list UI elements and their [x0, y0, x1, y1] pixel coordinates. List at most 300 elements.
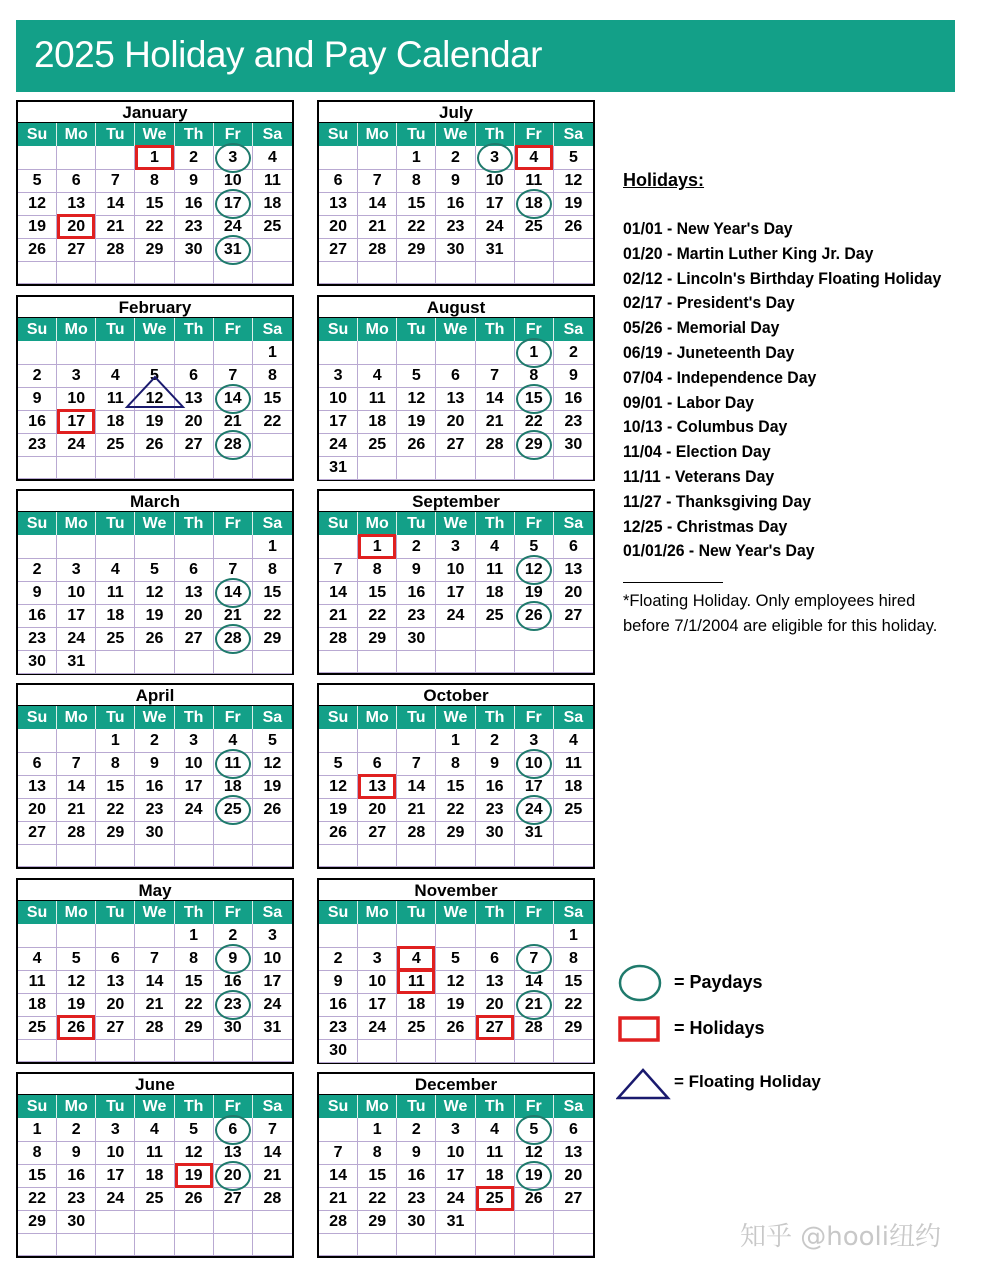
day-cell: 18 [18, 993, 57, 1017]
day-cell: 3 [96, 1118, 135, 1142]
day-cell: 25 [358, 433, 397, 457]
day-cell: 13 [554, 558, 593, 582]
day-cell: 29 [96, 821, 135, 845]
empty-cell [397, 261, 436, 284]
day-cell: 19 [18, 215, 57, 239]
week-row [319, 1187, 593, 1210]
empty-cell [18, 844, 57, 867]
week-row [319, 775, 593, 798]
day-cell: 14 [476, 387, 515, 411]
day-cell: 25 [253, 215, 292, 239]
day-cell: 20 [358, 798, 397, 822]
day-cell: 5 [57, 947, 96, 971]
weekday-label: Tu [397, 512, 436, 535]
day-cell: 6 [96, 947, 135, 971]
day-cell: 11 [18, 970, 57, 994]
watermark: 知乎 @hooli纽约 [740, 1222, 942, 1252]
day-cell: 3 [436, 535, 475, 559]
day-cell: 4 [476, 1118, 515, 1142]
empty-cell [135, 650, 174, 674]
day-cell: 29 [18, 1210, 57, 1234]
week-row [319, 456, 593, 479]
holiday-entry: 05/26 - Memorial Day [623, 318, 780, 338]
day-cell: 18 [515, 192, 554, 216]
day-cell: 24 [436, 604, 475, 628]
day-cell: 20 [436, 410, 475, 434]
day-cell: 2 [18, 364, 57, 388]
day-cell: 25 [96, 627, 135, 651]
holiday-entry: 11/27 - Thanksgiving Day [623, 491, 812, 511]
day-cell: 11 [397, 970, 436, 994]
empty-cell [214, 535, 253, 559]
day-cell: 7 [397, 752, 436, 776]
day-cell: 27 [175, 627, 214, 651]
day-cell: 20 [554, 581, 593, 605]
week-row [18, 775, 292, 798]
day-cell: 7 [253, 1118, 292, 1142]
week-row [18, 924, 292, 947]
day-cell: 2 [476, 729, 515, 753]
weekday-label: Su [319, 512, 358, 535]
day-cell: 12 [253, 752, 292, 776]
weekday-header [18, 901, 292, 924]
day-cell: 24 [476, 215, 515, 239]
day-cell: 27 [554, 1187, 593, 1211]
empty-cell [515, 924, 554, 948]
empty-cell [18, 729, 57, 753]
weekday-label: Sa [262, 126, 283, 143]
empty-cell [319, 1233, 358, 1256]
empty-cell [476, 341, 515, 365]
day-cell: 14 [253, 1141, 292, 1165]
week-row [18, 364, 292, 387]
empty-cell [554, 650, 593, 673]
weekday-label: We [436, 512, 475, 535]
day-cell: 9 [135, 752, 174, 776]
weekday-label: Tu [397, 1095, 436, 1118]
day-cell: 14 [515, 970, 554, 994]
day-cell: 15 [135, 192, 174, 216]
day-cell: 13 [319, 192, 358, 216]
empty-cell [96, 844, 135, 867]
empty-cell [476, 1233, 515, 1256]
empty-cell [358, 146, 397, 170]
empty-cell [96, 146, 135, 170]
empty-cell [135, 535, 174, 559]
weekday-label: We [436, 706, 475, 729]
month-may [16, 878, 294, 1064]
day-cell: 24 [358, 1016, 397, 1040]
empty-cell [135, 924, 174, 948]
week-row [18, 1233, 292, 1256]
day-cell: 25 [135, 1187, 174, 1211]
week-row [18, 261, 292, 284]
holiday-entry: 07/04 - Independence Day [623, 367, 817, 387]
day-cell: 8 [358, 1141, 397, 1165]
week-row [319, 433, 593, 456]
week-row [319, 993, 593, 1016]
day-cell: 12 [436, 970, 475, 994]
payday-circle-icon [516, 601, 552, 631]
weekday-label: Mo [358, 1095, 397, 1118]
day-cell: 19 [253, 775, 292, 799]
day-cell: 5 [135, 558, 174, 582]
day-cell: 4 [96, 558, 135, 582]
day-cell: 24 [214, 215, 253, 239]
empty-cell [397, 844, 436, 867]
weekday-label: Su [18, 512, 57, 535]
week-row [319, 238, 593, 261]
weekday-label: Sa [563, 321, 584, 338]
day-cell: 28 [515, 1016, 554, 1040]
day-cell: 2 [57, 1118, 96, 1142]
day-cell: 9 [397, 558, 436, 582]
day-cell: 1 [253, 535, 292, 559]
day-cell: 17 [57, 604, 96, 628]
empty-cell [175, 650, 214, 674]
weekday-label: Th [476, 512, 515, 535]
day-cell: 21 [319, 604, 358, 628]
day-cell: 13 [358, 775, 397, 799]
day-cell: 21 [57, 798, 96, 822]
week-row [18, 821, 292, 844]
day-cell: 20 [214, 1164, 253, 1188]
day-cell: 13 [175, 581, 214, 605]
day-cell: 14 [214, 581, 253, 605]
weekday-label: We [436, 901, 475, 924]
empty-cell [57, 844, 96, 867]
day-cell: 5 [18, 169, 57, 193]
week-row [319, 1233, 593, 1256]
empty-cell [397, 650, 436, 673]
empty-cell [18, 146, 57, 170]
day-cell: 19 [515, 581, 554, 605]
empty-cell [397, 341, 436, 365]
weekday-label: Su [319, 1095, 358, 1118]
holiday-entry: 01/01/26 - New Year's Day [623, 541, 815, 561]
day-cell: 16 [135, 775, 174, 799]
weekday-label: We [135, 901, 174, 924]
day-cell: 27 [175, 433, 214, 457]
month-october [317, 683, 595, 869]
empty-cell [319, 261, 358, 284]
empty-cell [135, 844, 174, 867]
weekday-label: Su [319, 706, 358, 729]
day-cell: 15 [96, 775, 135, 799]
payday-circle-icon [516, 384, 552, 414]
weekday-header [319, 318, 593, 341]
day-cell: 11 [214, 752, 253, 776]
day-cell: 20 [96, 993, 135, 1017]
empty-cell [358, 1233, 397, 1256]
payday-circle-icon [215, 624, 251, 654]
weekday-header [18, 1095, 292, 1118]
weekday-label: Mo [358, 901, 397, 924]
empty-cell [436, 844, 475, 867]
week-row [319, 821, 593, 844]
weekday-label: Th [175, 706, 214, 729]
day-cell: 1 [358, 1118, 397, 1142]
day-cell: 22 [554, 993, 593, 1017]
empty-cell [515, 1039, 554, 1063]
empty-cell [515, 261, 554, 284]
week-row [319, 752, 593, 775]
payday-circle-icon [215, 578, 251, 608]
day-cell: 10 [214, 169, 253, 193]
day-cell: 24 [515, 798, 554, 822]
week-row [18, 169, 292, 192]
day-cell: 30 [476, 821, 515, 845]
day-cell: 22 [96, 798, 135, 822]
day-cell: 10 [436, 1141, 475, 1165]
day-cell: 24 [175, 798, 214, 822]
week-row [18, 970, 292, 993]
empty-cell [57, 1233, 96, 1256]
day-cell: 3 [253, 924, 292, 948]
day-cell: 17 [214, 192, 253, 216]
payday-circle-icon [516, 189, 552, 219]
weekday-label: Th [476, 706, 515, 729]
week-row [18, 627, 292, 650]
week-row [18, 1118, 292, 1141]
weekday-header [319, 1095, 593, 1118]
weekday-label: Tu [397, 318, 436, 341]
day-cell: 25 [476, 1187, 515, 1211]
day-cell: 26 [135, 433, 174, 457]
empty-cell [358, 924, 397, 948]
empty-cell [554, 456, 593, 480]
month-title: April [18, 685, 292, 706]
day-cell: 30 [319, 1039, 358, 1063]
empty-cell [253, 650, 292, 674]
empty-cell [214, 821, 253, 845]
day-cell: 2 [175, 146, 214, 170]
holiday-entry: 02/17 - President's Day [623, 293, 795, 313]
day-cell: 12 [554, 169, 593, 193]
weekday-label: Fr [214, 123, 253, 146]
day-cell: 2 [135, 729, 174, 753]
day-cell: 21 [358, 215, 397, 239]
empty-cell [57, 456, 96, 479]
day-cell: 26 [18, 238, 57, 262]
day-cell: 22 [175, 993, 214, 1017]
weekday-label: Sa [262, 904, 283, 921]
weekday-label: Fr [214, 512, 253, 535]
week-row [319, 650, 593, 673]
day-cell: 23 [214, 993, 253, 1017]
day-cell: 23 [436, 215, 475, 239]
day-cell: 14 [358, 192, 397, 216]
week-row [18, 993, 292, 1016]
day-cell: 26 [253, 798, 292, 822]
day-cell: 30 [175, 238, 214, 262]
week-row [319, 169, 593, 192]
weekday-header [18, 318, 292, 341]
day-cell: 5 [135, 364, 174, 388]
holiday-box-icon [358, 774, 396, 799]
footnote: *Floating Holiday. Only employees hired before 7/1/2004 are eligible for this holiday. [623, 592, 938, 636]
month-title: January [18, 102, 292, 123]
empty-cell [397, 456, 436, 480]
week-row [319, 627, 593, 650]
empty-cell [476, 844, 515, 867]
day-cell: 13 [554, 1141, 593, 1165]
day-cell: 11 [554, 752, 593, 776]
week-row [18, 650, 292, 673]
empty-cell [515, 650, 554, 673]
day-cell: 1 [135, 146, 174, 170]
weekday-label: Th [476, 1095, 515, 1118]
empty-cell [253, 238, 292, 262]
weekday-label: Mo [358, 706, 397, 729]
day-cell: 8 [96, 752, 135, 776]
payday-circle-icon [215, 143, 251, 173]
weekday-label: We [135, 1095, 174, 1118]
empty-cell [358, 729, 397, 753]
empty-cell [135, 341, 174, 365]
month-title: December [319, 1074, 593, 1095]
empty-cell [476, 1210, 515, 1234]
week-row [18, 1187, 292, 1210]
week-row [319, 1141, 593, 1164]
month-title: June [18, 1074, 292, 1095]
day-cell: 11 [96, 387, 135, 411]
empty-cell [57, 261, 96, 284]
day-cell: 31 [253, 1016, 292, 1040]
week-row [319, 146, 593, 169]
weekday-header [18, 706, 292, 729]
day-cell: 23 [18, 627, 57, 651]
day-cell: 6 [57, 169, 96, 193]
day-cell: 10 [358, 970, 397, 994]
day-cell: 3 [476, 146, 515, 170]
legend-payday-label: = Paydays [674, 972, 763, 992]
day-cell: 30 [135, 821, 174, 845]
empty-cell [515, 238, 554, 262]
empty-cell [253, 1233, 292, 1256]
day-cell: 13 [57, 192, 96, 216]
payday-circle-icon [215, 235, 251, 265]
empty-cell [515, 1210, 554, 1234]
holiday-box-icon [397, 969, 435, 994]
day-cell: 7 [319, 558, 358, 582]
day-cell: 30 [57, 1210, 96, 1234]
week-row [319, 535, 593, 558]
day-cell: 17 [358, 993, 397, 1017]
day-cell: 18 [253, 192, 292, 216]
floating-triangle-icon [616, 1062, 672, 1106]
week-row [319, 215, 593, 238]
day-cell: 26 [436, 1016, 475, 1040]
day-cell: 15 [436, 775, 475, 799]
day-cell: 20 [175, 410, 214, 434]
day-cell: 10 [57, 387, 96, 411]
week-row [18, 1164, 292, 1187]
week-row [18, 844, 292, 867]
empty-cell [135, 1210, 174, 1234]
day-cell: 3 [319, 364, 358, 388]
empty-cell [175, 821, 214, 845]
legend-holiday-label: = Holidays [674, 1018, 765, 1038]
month-april [16, 683, 294, 869]
week-row [319, 1210, 593, 1233]
weekday-label: We [135, 123, 174, 146]
day-cell: 28 [135, 1016, 174, 1040]
day-cell: 3 [175, 729, 214, 753]
empty-cell [57, 1039, 96, 1062]
day-cell: 4 [476, 535, 515, 559]
empty-cell [96, 261, 135, 284]
day-cell: 14 [57, 775, 96, 799]
day-cell: 17 [476, 192, 515, 216]
empty-cell [436, 456, 475, 480]
weekday-label: Th [175, 123, 214, 146]
day-cell: 5 [253, 729, 292, 753]
weekday-label: Su [319, 901, 358, 924]
empty-cell [358, 1039, 397, 1063]
empty-cell [319, 146, 358, 170]
day-cell: 10 [253, 947, 292, 971]
day-cell: 7 [96, 169, 135, 193]
empty-cell [476, 261, 515, 284]
empty-cell [476, 627, 515, 651]
weekday-label: Tu [96, 706, 135, 729]
week-row [319, 387, 593, 410]
empty-cell [319, 729, 358, 753]
day-cell: 10 [175, 752, 214, 776]
month-february [16, 295, 294, 481]
day-cell: 13 [436, 387, 475, 411]
weekday-label: Th [476, 318, 515, 341]
day-cell: 23 [319, 1016, 358, 1040]
week-row [18, 1210, 292, 1233]
holiday-box-icon [358, 534, 396, 559]
weekday-label: Mo [57, 123, 96, 146]
day-cell: 17 [57, 410, 96, 434]
empty-cell [96, 341, 135, 365]
day-cell: 26 [319, 821, 358, 845]
empty-cell [358, 844, 397, 867]
week-row [319, 410, 593, 433]
day-cell: 14 [135, 970, 174, 994]
week-row [18, 192, 292, 215]
day-cell: 10 [476, 169, 515, 193]
weekday-label: Mo [57, 318, 96, 341]
weekday-label: Th [175, 318, 214, 341]
weekday-label: Fr [214, 318, 253, 341]
payday-circle-icon [516, 1115, 552, 1145]
weekday-label: Fr [214, 706, 253, 729]
day-cell: 22 [253, 410, 292, 434]
day-cell: 13 [18, 775, 57, 799]
day-cell: 28 [214, 433, 253, 457]
empty-cell [214, 261, 253, 284]
day-cell: 12 [515, 1141, 554, 1165]
day-cell: 21 [319, 1187, 358, 1211]
empty-cell [515, 844, 554, 867]
day-cell: 2 [436, 146, 475, 170]
empty-cell [397, 924, 436, 948]
day-cell: 12 [135, 581, 174, 605]
day-cell: 28 [57, 821, 96, 845]
empty-cell [96, 535, 135, 559]
weekday-label: Su [319, 318, 358, 341]
empty-cell [319, 924, 358, 948]
payday-circle-icon [215, 1115, 251, 1145]
empty-cell [554, 844, 593, 867]
day-cell: 24 [57, 433, 96, 457]
day-cell: 20 [476, 993, 515, 1017]
